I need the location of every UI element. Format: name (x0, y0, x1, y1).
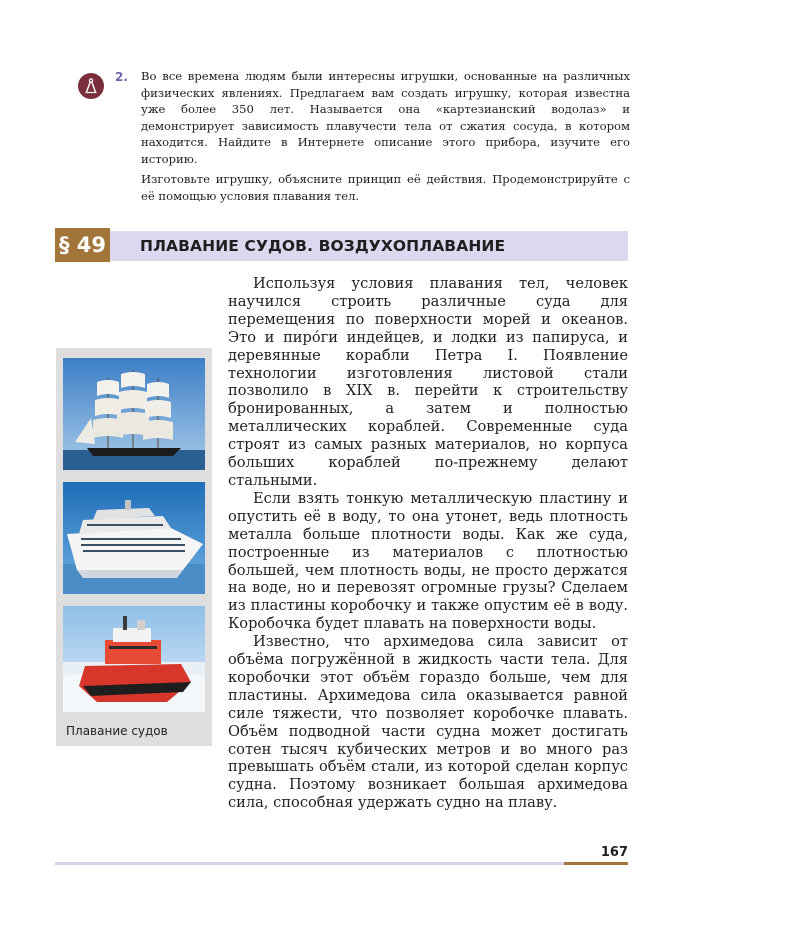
task-block (78, 68, 630, 208)
task-paragraph: Изготовьте игрушку, объясните принцип её действия. Продемонстрируйте с её помощью условия плавания тел. (141, 172, 630, 203)
section-number: § 49 (55, 228, 110, 262)
compass-icon (78, 73, 104, 99)
icebreaker-image (63, 606, 205, 712)
sailing-ship-photo (63, 358, 205, 470)
ships-figure (56, 348, 212, 746)
body-paragraph: Используя условия плавания тел, человек научился строить различные суда для перемещения по поверхности морей и океанов. Это и пиро́ги индейцев, и лодки из папируса, и деревянные корабли Петра I. Появление технологии изготовления листовой стали позволило в XIX в. перейти к строительству бронированных, а затем и полностью металлических кораблей. Современные суда строят из самых разных материалов, но корпуса больших кораблей по-прежнему делают стальными. (228, 275, 628, 489)
task-number: 2. (115, 70, 128, 84)
cruise-liner-image (63, 482, 205, 594)
footer-rule-accent (564, 862, 628, 865)
sailing-ship-image (63, 358, 205, 470)
page-number: 167 (600, 845, 628, 860)
body-paragraph: Если взять тонкую металлическую пластину и опустить её в воду, то она утонет, ведь плотность металла больше плотности воды. Как же суда, построенные из материалов с плотностью большей, чем плотность воды, не просто держатся на воде, но и перевозят огромные грузы? Сделаем из пластины коробочку и также опустим её в воду. Коробочка будет плавать на поверхности воды. (228, 489, 628, 633)
task-paragraph: Во все времена людям были интересны игрушки, основанные на различных физических явлениях. Предлагаем вам создать игрушку, которая известна уже более 350 лет. Называется она «картезианский водолаз» и демонстрирует зависимость плавучести тела от сжатия сосуда, в котором находится. Найдите в Интернете описание этого прибора, изучите его историю. (141, 69, 630, 166)
section-body (228, 275, 628, 812)
footer-rule (55, 862, 564, 865)
icebreaker-photo (63, 606, 205, 712)
task-text (141, 68, 630, 204)
body-paragraph: Известно, что архимедова сила зависит от объёма погружённой в жидкость части тела. Для коробочки этот объём гораздо больше, чем для пластины. Архимедова сила оказывается равной силе тяжести, что позволяет коробочке плавать. Объём подводной части судна может достигать сотен тысяч кубических метров и во много раз превышать объём стали, из которой сделан корпус судна. Поэтому возникает большая архимедова сила, способная удержать судно на плаву. (228, 633, 628, 812)
figure-caption: Плавание судов (66, 724, 168, 738)
section-title: ПЛАВАНИЕ СУДОВ. ВОЗДУХОПЛАВАНИЕ (140, 237, 506, 255)
cruise-liner-photo (63, 482, 205, 594)
